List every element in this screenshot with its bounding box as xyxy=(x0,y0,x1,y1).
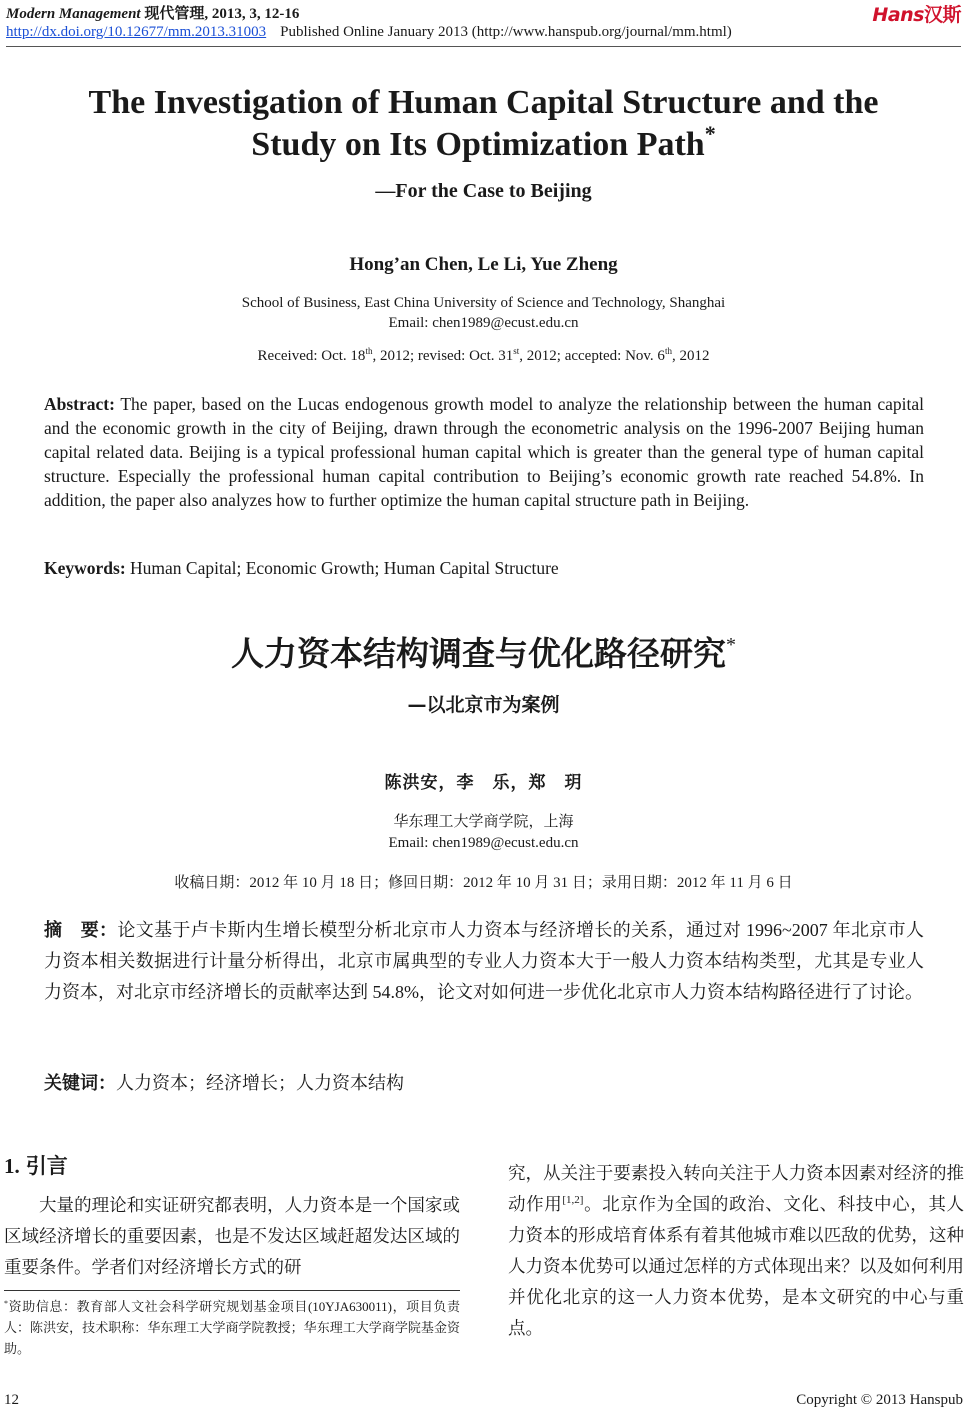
keywords-label-cn: 关键词： xyxy=(44,1073,116,1094)
doi-link[interactable]: http://dx.doi.org/10.12677/mm.2013.31003 xyxy=(6,24,267,40)
dates-tail: , 2012 xyxy=(671,348,710,364)
title-en-footnote-mark: * xyxy=(704,121,716,146)
funding-footnote xyxy=(4,1296,460,1359)
abstract-label-en: Abstract: xyxy=(44,394,115,414)
revised-date: , 2012; revised: Oct. 31 xyxy=(372,348,514,364)
doi-line xyxy=(6,24,732,41)
intro-right-part2: 。北京作为全国的政治、文化、科技中心，其人力资本的形成培育体系有着其他城市难以匹敌的优势，这种人力资本优势可以通过怎样的方式体现出来？以及如何利用并优化北京的这一人力资本优势，是本文研究的中心与重点。 xyxy=(508,1194,965,1338)
affiliation-en: School of Business, East China University of Science and Technology, Shanghai xyxy=(241,295,726,311)
copyright: Copyright © 2013 Hanspub xyxy=(796,1392,963,1408)
section-heading-intro xyxy=(4,1150,68,1180)
intro-right-part1: 究，从关注于要素投入转向关注于人力资本因素对经济的推动作用 xyxy=(508,1163,964,1214)
body-left-column xyxy=(4,1190,460,1283)
affiliation-en-block xyxy=(0,293,967,333)
section-number: 1. xyxy=(4,1154,20,1178)
accepted-date: , 2012; accepted: Nov. 6 xyxy=(519,348,665,364)
title-cn-text: 人力资本结构调查与优化路径研究 xyxy=(231,634,726,673)
title-cn xyxy=(0,628,967,675)
title-en xyxy=(0,82,967,166)
intro-paragraph-left: 大量的理论和实证研究都表明，人力资本是一个国家或区域经济增长的重要因素，也是不发达区域赶超发达区域的重要条件。学者们对经济增长方式的研 xyxy=(4,1195,460,1277)
keywords-cn xyxy=(44,1069,924,1095)
abstract-text-cn: 论文基于卢卡斯内生增长模型分析北京市人力资本与经济增长的关系，通过对 1996~2007 年北京市人力资本相关数据进行计量分析得出，北京市属典型的专业人力资本大于一般人力资本结构类型，尤其是专业人力资本，对北京市经济增长的贡献率达到 54.8%，论文对如何进一步优化北京市人力资本结构路径进行了讨论。 xyxy=(44,920,925,1002)
keywords-text-cn: 人力资本；经济增长；人力资本结构 xyxy=(116,1073,404,1093)
title-en-line2-wrap xyxy=(0,121,967,166)
keywords-label-en: Keywords: xyxy=(44,558,126,578)
title-cn-footnote-mark: * xyxy=(726,634,736,656)
accepted-sup: th xyxy=(664,346,672,356)
abstract-cn xyxy=(44,915,924,1008)
email-en: Email: chen1989@ecust.edu.cn xyxy=(388,315,579,331)
keywords-text-en: Human Capital; Economic Growth; Human Capital Structure xyxy=(125,558,559,578)
logo-text-cn: 汉斯 xyxy=(923,4,961,26)
hanspub-logo xyxy=(872,0,961,27)
received-date: Received: Oct. 18 xyxy=(257,348,366,364)
abstract-label-cn: 摘 要： xyxy=(44,920,118,941)
subtitle-cn: —以北京市为案例 xyxy=(407,694,560,716)
subtitle-en: —For the Case to Beijing xyxy=(375,180,592,202)
abstract-text-en: The paper, based on the Lucas endogenous growth model to analyze the relationship between the human capital and the economic growth in the city of Beijing, drawn through the econometric analysis on the 1996-2007 Beijing human capital related data. Beijing is a typical professional human capital which is greater than the general type of human capital structure. Especially the professional human capital contribution to Beijing’s economic growth rate reached 54.8%. In addition, the paper also analyzes how to further optimize the human capital structure path in Beijing. xyxy=(44,394,924,510)
journal-header xyxy=(6,2,299,23)
page-number: 12 xyxy=(4,1392,19,1408)
journal-volume: , 2013, 3, 12-16 xyxy=(204,6,300,22)
citation-1-2: [1,2] xyxy=(562,1194,584,1206)
published-online: Published Online January 2013 (http://www.hanspub.org/journal/mm.html) xyxy=(280,24,732,40)
revised-sup: st xyxy=(513,346,520,356)
authors-cn: 陈洪安，李 乐，郑 玥 xyxy=(384,773,583,793)
footnote-mark: * xyxy=(4,1299,8,1308)
journal-name-cn: 现代管理 xyxy=(144,6,205,22)
dates-cn: 收稿日期：2012 年 10 月 18 日；修回日期：2012 年 10 月 31 日；录用日期：2012 年 11 月 6 日 xyxy=(174,875,793,891)
dates-en xyxy=(0,348,967,365)
section-title: 引言 xyxy=(25,1154,68,1178)
logo-text-en: Hans xyxy=(872,4,924,26)
email-cn: Email: chen1989@ecust.edu.cn xyxy=(388,835,579,851)
title-en-line2: Study on Its Optimization Path xyxy=(251,126,705,163)
footnote-rule xyxy=(4,1290,460,1291)
header-rule xyxy=(6,46,961,47)
affiliation-cn: 华东理工大学商学院，上海 xyxy=(393,814,574,830)
received-sup: th xyxy=(365,346,373,356)
keywords-en xyxy=(44,558,924,579)
journal-name-en: Modern Management xyxy=(6,6,141,22)
abstract-en xyxy=(44,392,924,512)
footnote-text: 资助信息：教育部人文社会科学研究规划基金项目(10YJA630011)，项目负责人：陈洪安，技术职称：华东理工大学商学院教授；华东理工大学商学院基金资助。 xyxy=(4,1299,460,1356)
affiliation-cn-block xyxy=(0,812,967,854)
authors-en: Hong’an Chen, Le Li, Yue Zheng xyxy=(349,254,618,275)
title-en-line1: The Investigation of Human Capital Structure and the xyxy=(88,84,879,121)
body-right-column xyxy=(508,1158,964,1344)
